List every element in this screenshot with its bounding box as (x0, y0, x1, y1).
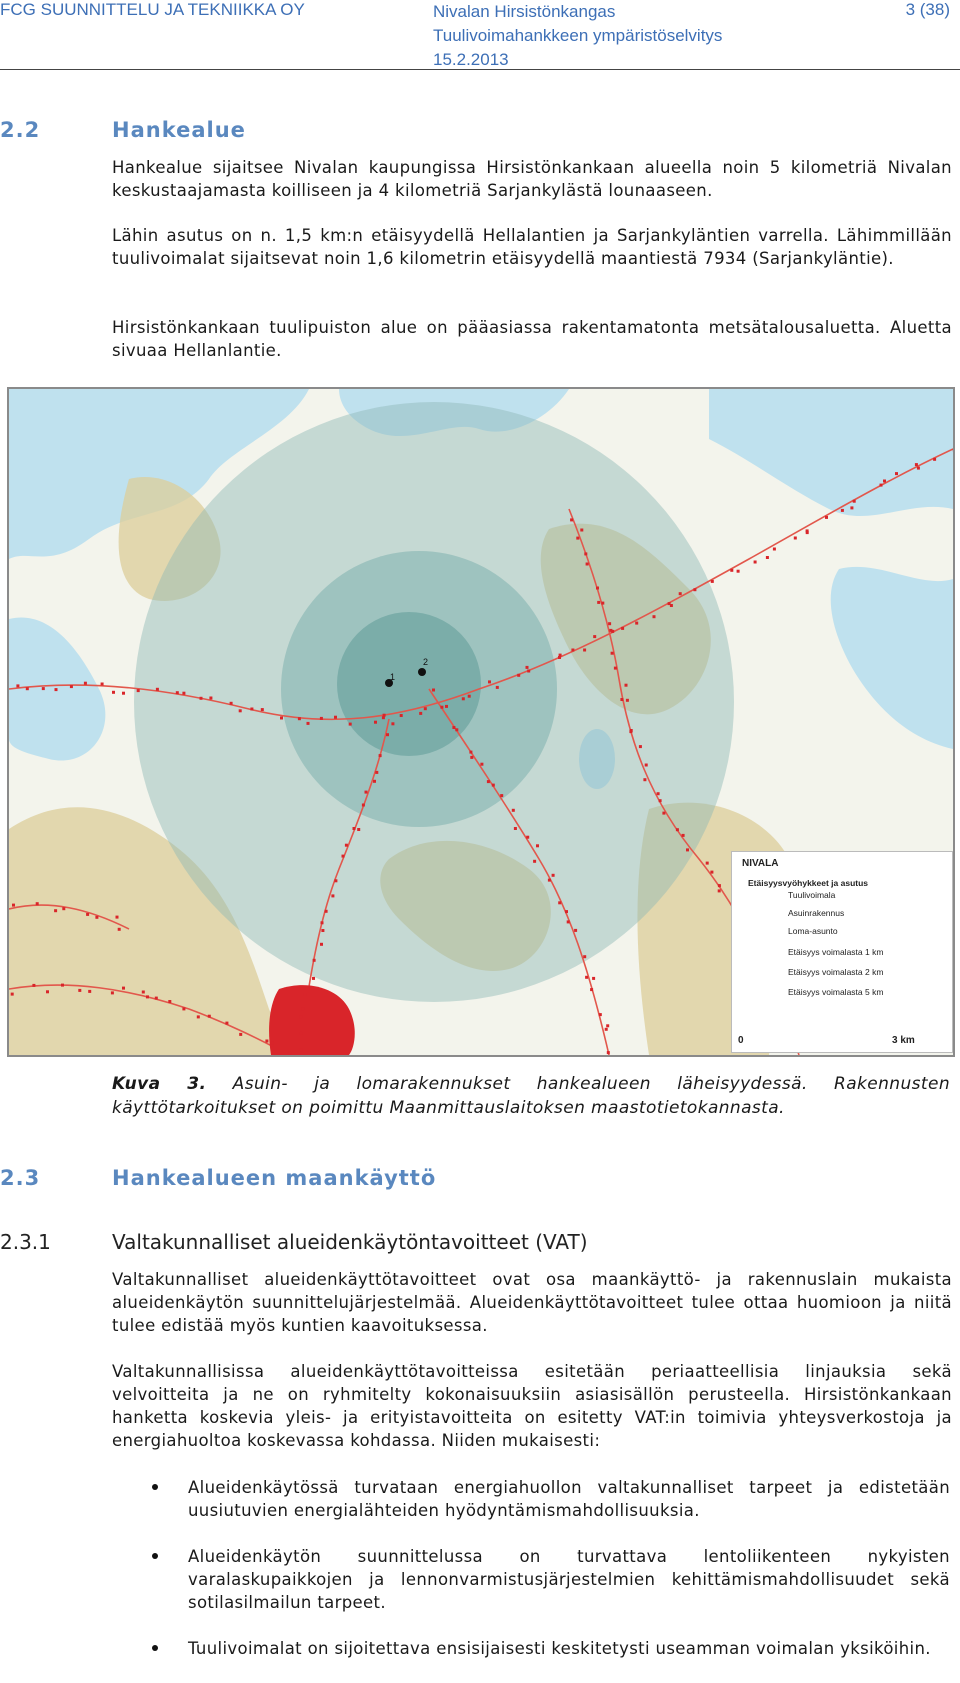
building-marker (766, 556, 769, 559)
building-marker (737, 570, 740, 573)
building-marker (706, 862, 709, 865)
turbine-1-label: 1 (390, 672, 396, 682)
building-marker (321, 929, 324, 932)
building-marker (596, 587, 599, 590)
building-marker (55, 688, 58, 691)
building-marker (620, 698, 623, 701)
building-marker (137, 689, 140, 692)
building-marker (250, 708, 253, 711)
paragraph: Lähin asutus on n. 1,5 km:n etäisyydellä Hellalantien ja Sarjankyläntien varrella. Lähimmillään tuulivoimalat sijaitsevat noin 1,6 kilometrin etäisyydellä maantiestä 7934 (Sarjankyläntie). (112, 226, 952, 268)
building-marker (659, 799, 662, 802)
turbine-2 (418, 668, 426, 676)
legend-item-zone-5km: Etäisyys voimalasta 5 km (788, 987, 884, 997)
legend-title: NIVALA (742, 858, 779, 869)
paragraph: Hirsistönkankaan tuulipuiston alue on pääasiassa rakentamatonta metsätalousaluetta. Aluetta sivuaa Hellanlantie. (112, 318, 952, 360)
building-marker (86, 913, 89, 916)
building-marker (682, 834, 685, 837)
building-marker (492, 784, 495, 787)
building-marker (325, 910, 328, 913)
building-marker (693, 588, 696, 591)
building-marker (432, 689, 435, 692)
building-marker (156, 688, 159, 691)
building-marker (662, 812, 665, 815)
building-marker (440, 706, 443, 709)
building-marker (470, 756, 473, 759)
building-marker (36, 902, 39, 905)
building-marker (118, 928, 121, 931)
bullet-icon (152, 1553, 158, 1559)
building-marker (621, 627, 624, 630)
building-marker (825, 516, 828, 519)
building-marker (313, 959, 316, 962)
building-marker (386, 733, 389, 736)
building-marker (155, 997, 158, 1000)
list-item-text: Alueidenkäytössä turvataan energiahuollon valtakunnalliset tarpeet ja edistetään uusiutuvien energialähteiden hyödyntämismahdollisuuksia. (188, 1478, 950, 1520)
building-marker (679, 592, 682, 595)
building-marker (54, 909, 57, 912)
building-marker (565, 910, 568, 913)
building-marker (605, 1028, 608, 1031)
paragraph: Hankealue sijaitsee Nivalan kaupungissa Hirsistönkankaan alueella noin 5 kilometriä Nivalan keskustaajamasta koilliseen ja 4 kilometriä Sarjankylästä lounaaseen. (112, 158, 952, 200)
building-marker (710, 871, 713, 874)
building-marker (880, 484, 883, 487)
building-marker (445, 705, 448, 708)
building-marker (122, 692, 125, 695)
building-marker (571, 649, 574, 652)
header-date: 15.2.2013 (433, 50, 509, 69)
building-marker (576, 537, 579, 540)
building-marker (639, 745, 642, 748)
building-marker (288, 1052, 291, 1055)
building-marker (142, 991, 145, 994)
building-marker (718, 889, 721, 892)
building-marker (209, 697, 212, 700)
building-marker (469, 751, 472, 754)
building-marker (686, 848, 689, 851)
building-marker (593, 635, 596, 638)
building-marker (182, 1007, 185, 1010)
building-marker (345, 844, 348, 847)
header-page-number: 3 (38) (905, 0, 950, 19)
building-marker (298, 717, 301, 720)
building-marker (609, 629, 612, 632)
building-marker (487, 780, 490, 783)
building-marker (512, 809, 515, 812)
caption-text: Asuin- ja lomarakennukset hankealueen läheisyydessä. Rakennusten käyttötarkoitukset on poimittu Maanmittauslaitoksen maastotietokannasta. (112, 1074, 951, 1118)
building-marker (625, 684, 628, 687)
building-marker (559, 654, 562, 657)
building-marker (312, 977, 315, 980)
building-marker (608, 622, 611, 625)
building-marker (570, 518, 573, 521)
building-marker (349, 723, 352, 726)
building-marker (146, 995, 149, 998)
building-marker (611, 652, 614, 655)
building-marker (304, 993, 307, 996)
building-marker (933, 458, 936, 461)
building-marker (208, 1015, 211, 1018)
building-marker (95, 916, 98, 919)
building-marker (592, 977, 595, 980)
list-item-text: Tuulivoimalat on sijoitettava ensisijaisesti keskitetysti useamman voimalan yksiköihin. (188, 1639, 931, 1658)
section-heading-2-3-1 (0, 1230, 588, 1254)
section-number: 2.3.1 (0, 1230, 51, 1254)
map-figure (7, 387, 955, 1057)
building-marker (78, 989, 81, 992)
building-marker (70, 685, 73, 688)
building-marker (16, 684, 19, 687)
turbine-2-label: 2 (423, 657, 429, 667)
building-marker (599, 1013, 602, 1016)
section-title: Hankealueen maankäyttö (112, 1166, 437, 1190)
building-marker (116, 916, 119, 919)
building-marker (853, 500, 856, 503)
building-marker (526, 836, 529, 839)
building-marker (42, 687, 45, 690)
building-marker (500, 794, 503, 797)
building-marker (46, 990, 49, 993)
header-doc-title: Nivalan Hirsistönkangas (433, 2, 616, 21)
building-marker (558, 901, 561, 904)
building-marker (383, 714, 386, 717)
building-marker (895, 472, 898, 475)
building-marker (583, 649, 586, 652)
building-marker (299, 1015, 302, 1018)
building-marker (331, 894, 334, 897)
section-heading-2-3 (0, 1166, 436, 1190)
header-company: FCG SUUNNITTELU JA TEKNIIKKA OY (0, 0, 305, 19)
caption-label: Kuva 3. (112, 1074, 207, 1094)
building-marker (718, 884, 721, 887)
building-marker (514, 827, 517, 830)
building-marker (239, 1033, 242, 1036)
section-heading-2-2 (0, 118, 246, 142)
legend-item-turbine: Tuulivoimala (788, 890, 836, 900)
list-item-text: Alueidenkäytön suunnittelussa on turvattava lentoliikenteen nykyisten varalaskupaikkojen ja lennonvarmistusjärjestelmien kehittämismahdollisuudet sekä sotilasilmailun tarpeet. (188, 1547, 950, 1612)
building-marker (88, 990, 91, 993)
header-doc-subtitle: Tuulivoimahankkeen ympäristöselvitys (433, 26, 723, 45)
building-marker (320, 717, 323, 720)
building-marker (357, 828, 360, 831)
building-marker (730, 569, 733, 572)
building-marker (391, 722, 394, 725)
building-marker (230, 702, 233, 705)
building-marker (271, 1041, 274, 1044)
building-marker (526, 666, 529, 669)
building-marker (841, 509, 844, 512)
paragraph: Valtakunnallisissa alueidenkäyttötavoitteissa esitetään periaatteellisia linjauksia sekä velvoitteita ja ne on ryhmitelty kokonaisuuksiin asiasisällön perusteella. Hirsistönkankaan hanketta koskevia yleis- ja erityistavoitteita on esitetty VAT:in toimivia yhteysverkostoja ja energiahuoltoa koskevassa kohdassa. Niiden mukaisesti: (112, 1362, 952, 1450)
legend-subtitle: Etäisyysvyöhykkeet ja asutus (748, 878, 869, 888)
building-marker (239, 709, 242, 712)
building-marker (585, 976, 588, 979)
building-marker (452, 726, 455, 729)
building-marker (580, 529, 583, 532)
legend-item-house: Asuinrakennus (788, 908, 845, 918)
building-marker (601, 602, 604, 605)
page-header (0, 0, 960, 72)
building-marker (62, 907, 65, 910)
building-marker (261, 708, 264, 711)
building-marker (850, 506, 853, 509)
building-marker (280, 717, 283, 720)
section-number: 2.2 (0, 118, 41, 142)
paragraph: Valtakunnalliset alueidenkäyttötavoitteet ovat osa maankäyttö- ja rakennuslain mukaista alueidenkäytön suunnittelujärjestelmää. Alueidenkäyttötavoitteet tulee ottaa huomioon ja niitä tulee edistää myös kuntien kaavoituksessa. (112, 1270, 952, 1335)
building-marker (362, 804, 365, 807)
building-marker (373, 780, 376, 783)
building-marker (629, 730, 632, 733)
building-marker (676, 828, 679, 831)
building-marker (334, 716, 337, 719)
building-marker (342, 855, 345, 858)
building-marker (321, 921, 324, 924)
building-marker (527, 670, 530, 673)
building-marker (645, 764, 648, 767)
building-marker (773, 548, 776, 551)
building-marker (400, 714, 403, 717)
building-marker (200, 697, 203, 700)
building-marker (626, 699, 629, 702)
building-marker (12, 904, 15, 907)
building-marker (711, 580, 714, 583)
scale-end-label: 3 km (892, 1035, 915, 1046)
building-marker (496, 686, 499, 689)
building-marker (225, 1022, 228, 1025)
building-marker (299, 1048, 302, 1051)
building-marker (643, 778, 646, 781)
map-legend (731, 851, 953, 1053)
legend-item-zone-1km: Etäisyys voimalasta 1 km (788, 947, 884, 957)
building-marker (548, 879, 551, 882)
building-marker (101, 683, 104, 686)
building-marker (488, 680, 491, 683)
building-marker (424, 707, 427, 710)
building-marker (754, 561, 757, 564)
building-marker (455, 728, 458, 731)
building-marker (597, 601, 600, 604)
figure-caption (112, 1072, 950, 1120)
building-marker (307, 722, 310, 725)
header-document-info (433, 0, 722, 72)
scale-start-label: 0 (738, 1035, 744, 1046)
building-marker (574, 929, 577, 932)
building-marker (26, 687, 29, 690)
building-marker (112, 691, 115, 694)
building-marker (536, 844, 539, 847)
building-marker (584, 552, 587, 555)
building-marker (670, 604, 673, 607)
building-marker (374, 721, 377, 724)
building-marker (517, 674, 520, 677)
building-marker (300, 1032, 303, 1035)
building-marker (533, 860, 536, 863)
bullet-icon (152, 1645, 158, 1651)
building-marker (419, 712, 422, 715)
building-marker (653, 615, 656, 618)
building-marker (657, 792, 660, 795)
building-marker (583, 955, 586, 958)
legend-item-cottage: Loma-asunto (788, 926, 838, 936)
building-marker (462, 697, 465, 700)
building-marker (182, 692, 185, 695)
building-marker (84, 682, 87, 685)
building-marker (590, 988, 593, 991)
building-marker (265, 1040, 268, 1043)
building-marker (353, 827, 356, 830)
building-marker (365, 791, 368, 794)
building-marker (375, 771, 378, 774)
bullet-icon (152, 1484, 158, 1490)
building-marker (606, 1024, 609, 1027)
building-marker (122, 987, 125, 990)
building-marker (32, 984, 35, 987)
section-title: Hankealue (112, 118, 246, 142)
building-marker (607, 1051, 610, 1054)
building-marker (794, 537, 797, 540)
building-marker (552, 874, 555, 877)
building-marker (379, 754, 382, 757)
section-number: 2.3 (0, 1166, 41, 1190)
building-marker (168, 1000, 171, 1003)
building-marker (468, 695, 471, 698)
building-marker (176, 691, 179, 694)
legend-item-zone-2km: Etäisyys voimalasta 2 km (788, 967, 884, 977)
building-marker (480, 763, 483, 766)
building-marker (111, 991, 114, 994)
section-title: Valtakunnalliset alueidenkäytöntavoitteet (VAT) (112, 1230, 588, 1254)
building-marker (11, 993, 14, 996)
building-marker (320, 943, 323, 946)
building-marker (917, 467, 920, 470)
building-marker (635, 622, 638, 625)
building-marker (301, 1007, 304, 1010)
building-marker (334, 879, 337, 882)
building-marker (806, 529, 809, 532)
building-marker (586, 563, 589, 566)
building-marker (61, 984, 64, 987)
building-marker (915, 463, 918, 466)
distance-zones (134, 402, 734, 1002)
building-marker (567, 920, 570, 923)
building-marker (614, 667, 617, 670)
header-divider (0, 69, 960, 70)
building-marker (883, 480, 886, 483)
building-marker (197, 1015, 200, 1018)
